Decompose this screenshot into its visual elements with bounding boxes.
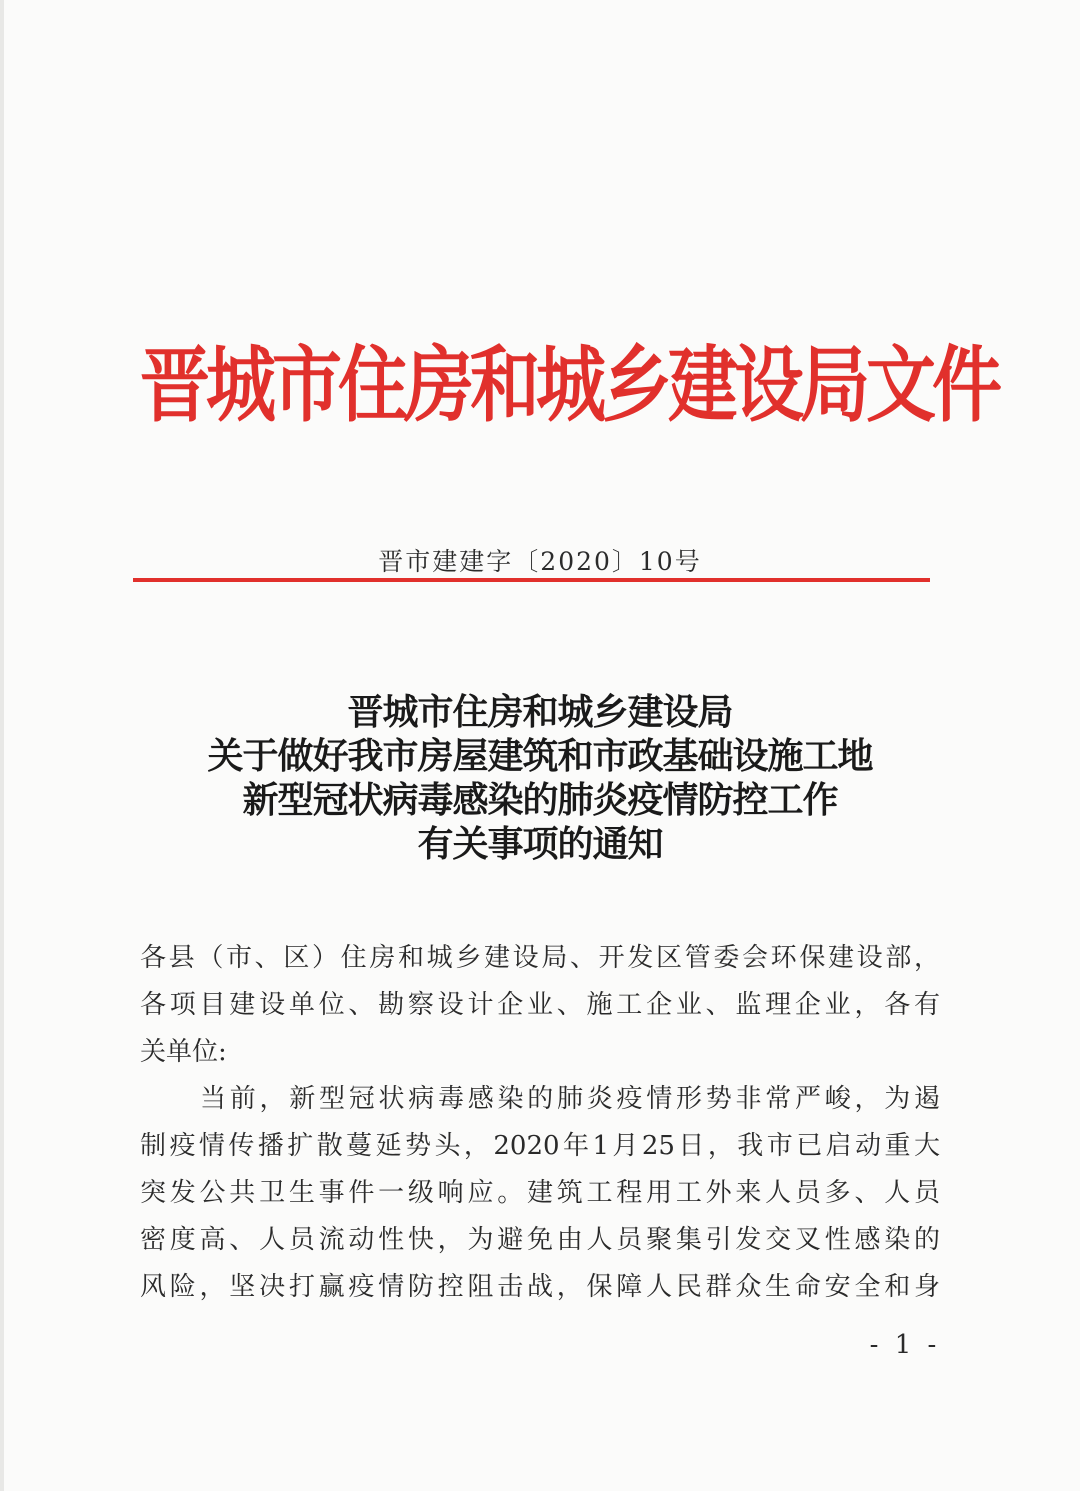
heading-line: 晋城市住房和城乡建设局	[347, 691, 733, 733]
body-line: 制疫情传播扩散蔓延势头，2020年1月25日，我市已启动重大	[140, 1131, 940, 1161]
body-line: 风险，坚决打赢疫情防控阻击战，保障人民群众生命安全和身	[140, 1272, 940, 1302]
red-divider-line	[133, 578, 930, 582]
heading-line: 有关事项的通知	[417, 823, 663, 865]
document-number: 晋市建建字〔2020〕10号	[378, 547, 702, 576]
body-line: 突发公共卫生事件一级响应。建筑工程用工外来人员多、人员	[140, 1178, 940, 1208]
scan-edge	[0, 0, 4, 1491]
body-line: 密度高、人员流动性快，为避免由人员聚集引发交叉性感染的	[140, 1225, 940, 1255]
body-line: 各项目建设单位、勘察设计企业、施工企业、监理企业，各有	[140, 990, 940, 1020]
page-number: - 1 -	[869, 1330, 941, 1360]
agency-title: 晋城市住房和城乡建设局文件	[140, 335, 998, 434]
body-line: 关单位:	[140, 1037, 227, 1067]
body-line: 当前，新型冠状病毒感染的肺炎疫情形势非常严峻，为遏	[200, 1084, 940, 1114]
notice-body	[140, 935, 940, 1311]
heading-line: 新型冠状病毒感染的肺炎疫情防控工作	[242, 779, 838, 821]
notice-heading	[120, 690, 960, 866]
body-line: 各县（市、区）住房和城乡建设局、开发区管委会环保建设部，	[140, 943, 940, 973]
heading-line: 关于做好我市房屋建筑和市政基础设施工地	[207, 735, 873, 777]
